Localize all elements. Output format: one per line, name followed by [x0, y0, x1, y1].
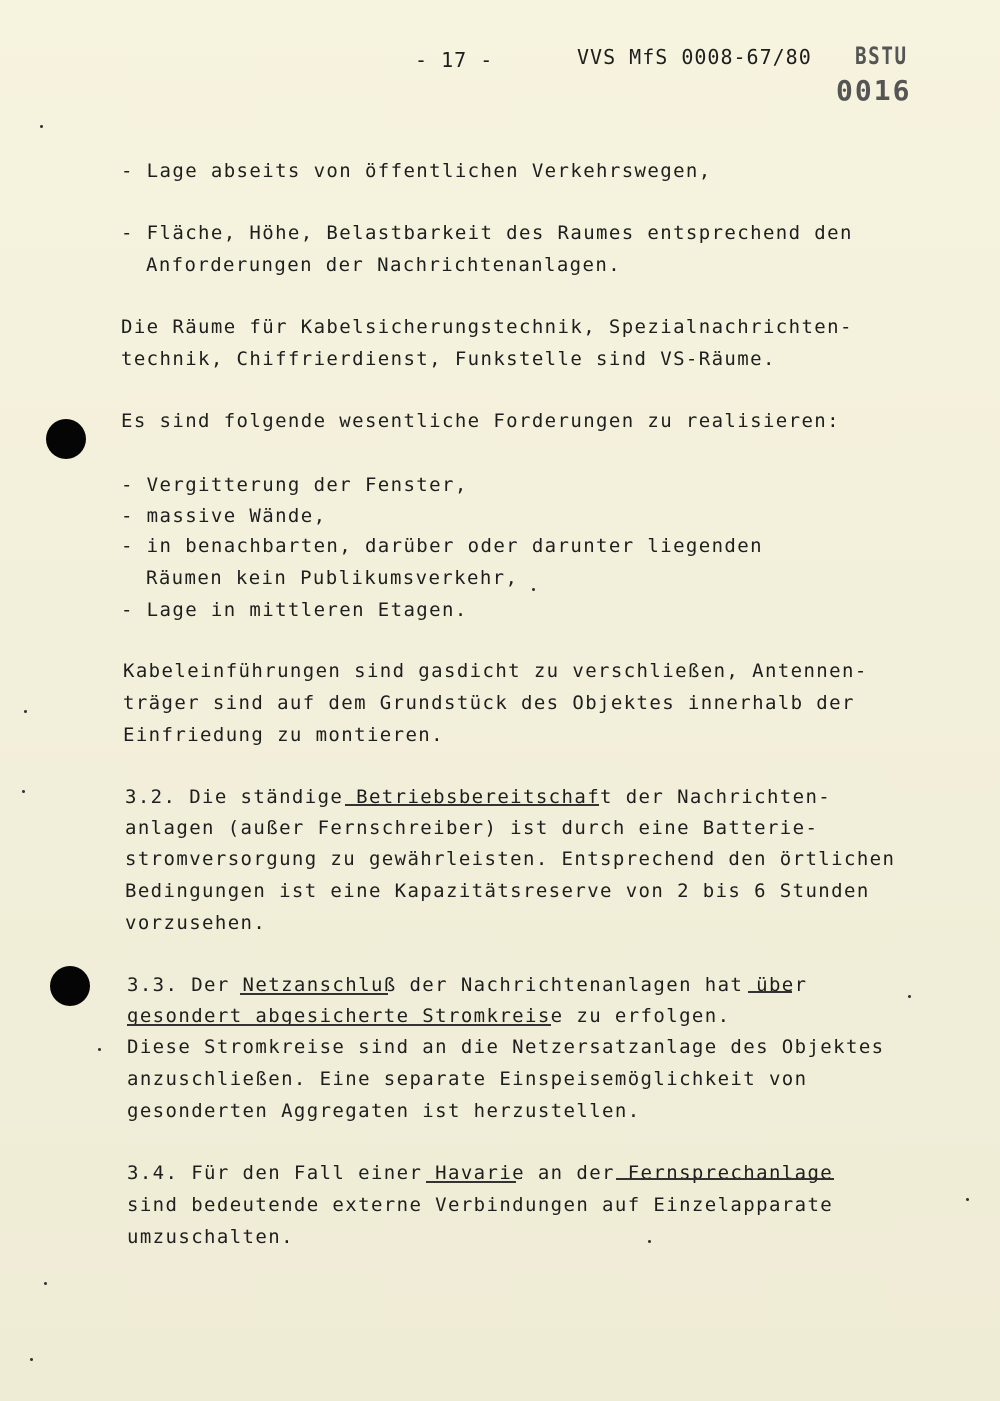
text-line: 3.2. Die ständige Betriebsbereitschaft der Nachrichten- [125, 786, 832, 808]
text-line: umzuschalten. [127, 1226, 294, 1248]
text-line: technik, Chiffrierdienst, Funkstelle sind VS-Räume. [121, 348, 776, 370]
handwritten-underline [127, 1024, 551, 1026]
text-line: Räumen kein Publikumsverkehr, [146, 567, 519, 589]
punch-hole [50, 966, 90, 1006]
text-line: sind bedeutende externe Verbindungen auf Einzelapparate [127, 1194, 834, 1216]
handwritten-underline [240, 993, 388, 995]
text-line: Bedingungen ist eine Kapazitätsreserve von 2 bis 6 Stunden [125, 880, 870, 902]
text-line: Anforderungen der Nachrichtenanlagen. [146, 254, 622, 276]
punch-hole [46, 419, 86, 459]
speck [966, 1198, 969, 1201]
text-line: Diese Stromkreise sind an die Netzersatzanlage des Objektes [127, 1036, 885, 1058]
speck [24, 710, 27, 713]
text-line: vorzusehen. [125, 912, 267, 934]
speck [532, 588, 535, 591]
speck [22, 790, 25, 793]
speck [40, 125, 43, 128]
text-line: anzuschließen. Eine separate Einspeisemöglichkeit von [127, 1068, 808, 1090]
text-line: Die Räume für Kabelsicherungstechnik, Spezialnachrichten- [121, 316, 853, 338]
archive-stamp: BSTU [855, 42, 908, 70]
text-line: - Lage abseits von öffentlichen Verkehrswegen, [121, 160, 712, 182]
speck [648, 1240, 651, 1243]
speck [30, 1358, 33, 1361]
text-line: stromversorgung zu gewährleisten. Entsprechend den örtlichen [125, 848, 896, 870]
text-line: gesonderten Aggregaten ist herzustellen. [127, 1100, 641, 1122]
classification-mark: VVS MfS 0008-67/80 [577, 45, 812, 69]
text-line: 3.3. Der Netzanschluß der Nachrichtenanlagen hat über [127, 974, 808, 996]
handwritten-underline [426, 1181, 516, 1183]
text-line: - Fläche, Höhe, Belastbarkeit des Raumes entsprechend den [121, 222, 853, 244]
speck [98, 1048, 101, 1051]
handwritten-underline [616, 1178, 834, 1180]
text-line: - in benachbarten, darüber oder darunter liegenden [121, 535, 763, 557]
page-number: - 17 - [415, 48, 494, 72]
text-line: - Vergitterung der Fenster, [121, 474, 468, 496]
handwritten-underline [345, 804, 599, 806]
speck [44, 1282, 47, 1285]
handwritten-underline [748, 991, 792, 993]
text-line: träger sind auf dem Grundstück des Objektes innerhalb der [123, 692, 855, 714]
text-line: Einfriedung zu montieren. [123, 724, 444, 746]
text-line: Es sind folgende wesentliche Forderungen zu realisieren: [121, 410, 840, 432]
text-line: - Lage in mittleren Etagen. [121, 599, 468, 621]
stamp-number: 0016 [836, 74, 912, 107]
text-line: 3.4. Für den Fall einer Havarie an der Fernsprechanlage [127, 1162, 834, 1184]
text-line: gesondert abgesicherte Stromkreise zu erfolgen. [127, 1005, 731, 1027]
speck [908, 995, 911, 998]
text-line: - massive Wände, [121, 505, 327, 527]
text-line: Kabeleinführungen sind gasdicht zu verschließen, Antennen- [123, 660, 868, 682]
text-line: anlagen (außer Fernschreiber) ist durch eine Batterie- [125, 817, 819, 839]
